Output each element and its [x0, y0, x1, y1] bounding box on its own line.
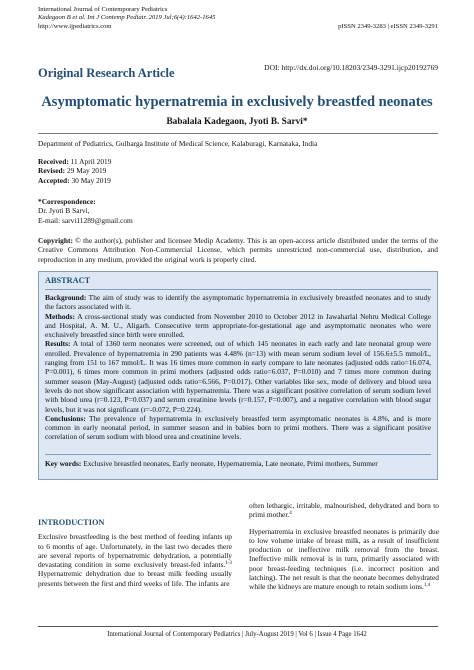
revised-label: Revised: [38, 166, 66, 176]
citation-1-4[interactable]: 1,4 [423, 583, 431, 589]
article-dates [38, 157, 111, 185]
abstract-heading: ABSTRACT [45, 276, 91, 285]
accepted-label: Accepted: [38, 175, 70, 185]
copyright-label: Copyright: [38, 236, 73, 245]
revised-date: 29 May 2019 [65, 166, 107, 176]
affiliation: Department of Pediatrics, Gulbarga Institute of Medical Science, Kalaburagi, Karnataka, India [38, 139, 318, 148]
results-label: Results: [45, 339, 71, 349]
keywords [45, 459, 431, 468]
received-date: 11 April 2019 [68, 157, 112, 166]
intro-r2-text: Hypernatremia in exclusive breastfed neonates is primarily due to low volume intake of breast milk, as a result of insufficient production or ineffective milk removal from the breast. Ineffective milk removal is in turn, primarily associated with poor breast-feeding techniques (i.e. incorrect position and latching). The net result is that the neonate becomes dehydrated while the kidneys are mature enough to retain sodium ions. [249, 526, 439, 592]
abstract-body [45, 293, 431, 442]
footer-divider [38, 626, 438, 627]
divider [38, 133, 438, 134]
introduction-left-column [38, 518, 232, 588]
correspondence-name: Dr. Jyoti B Sarvi, [38, 206, 90, 216]
abstract-methods [45, 312, 431, 340]
background-text: The aim of study was to identify the asymptomatic hypernatremia in exclusively breastfed neonates and to study the factors associated with it. [45, 293, 431, 312]
section-type: Original Research Article [38, 66, 175, 80]
intro-p1b-text: Hypernatremic dehydration due to breast milk feeding usually presents between the first and third weeks of life. The infants are [38, 569, 232, 588]
conclusions-text: The prevalence of hypernatremia in exclusively breastfed term asymptomatic neonates is 4.8%, and is more common in early neonatal period, in summer season and in babies born to primi mothers. There was a significant positive correlation of serum sodium with blood urea and creatinine levels. [45, 413, 431, 442]
introduction-heading: INTRODUCTION [38, 518, 105, 527]
methods-text: A cross-sectional study was conducted from November 2010 to October 2012 in Jawaharlal Nehru Medical College and Hospital, A. M. U., Aligarh. Consecutive term appropriate-for-gestational age and asymptomatic neonates who were exclusively breastfed since birth were enrolled. [45, 311, 431, 340]
correspondence-label: *Correspondence: [38, 197, 96, 206]
abstract-divider [45, 289, 431, 290]
abstract-box [38, 271, 438, 480]
article-title: Asymptomatic hypernatremia in exclusively breastfed neonates [41, 94, 433, 110]
journal-url[interactable]: http://www.ijpediatrics.com [38, 22, 112, 30]
background-label: Background: [45, 293, 87, 302]
abstract-background [45, 293, 431, 312]
intro-r1-text: often lethargic, irritable, malnourished, dehydrated and born to primi mother. [249, 501, 439, 520]
introduction-right-column [249, 501, 439, 592]
abstract-conclusions [45, 414, 431, 442]
issn: pISSN 2349-3283 | eISSN 2349-3291 [338, 23, 438, 30]
accepted-date: 30 May 2019 [69, 175, 111, 185]
intro-paragraph-3 [249, 527, 439, 592]
copyright-text: © the author(s), publisher and licensee Medip Academy. This is an open-access article distributed under the terms of the Creative Commons Attribution Non-Commercial License, which permits unrestricted non-commercial use, distribution, and reproduction in any medium, provided the original work is properly cited. [38, 236, 438, 264]
doi-link[interactable]: DOI: http://dx.doi.org/10.18203/2349-3291.ijcp20192769 [264, 63, 438, 72]
journal-citation: Kadegaon B et al. Int J Contemp Pediatr. 2019 Jul;6(4):1642-1645 [38, 14, 216, 22]
intro-paragraph-2 [249, 501, 439, 520]
abstract-results [45, 339, 431, 413]
keywords-text: Exclusive breastfed neonates, Early neonate, Hypernatremia, Late neonate, Primi mothers, Summer [81, 459, 378, 468]
intro-p1-text: Exclusive breastfeeding is the best method of feeding infants up to 6 months of age. Unfortunately, in the last two decades there are several reports of hypernatremic dehydration, a potentially devastating condition in some exclusively breast-fed infants. [38, 532, 232, 570]
methods-label: Methods: [45, 311, 75, 321]
authors: Babalala Kadegaon, Jyoti B. Sarvi* [166, 117, 308, 127]
journal-header [38, 6, 215, 31]
page-footer: International Journal of Contemporary Pediatrics | July-August 2019 | Vol 6 | Issue 4 Page 1642 [107, 631, 367, 638]
paragraph-gap [249, 520, 439, 527]
correspondence [38, 197, 133, 225]
journal-name: International Journal of Contemporary Pediatrics [38, 6, 168, 13]
copyright-notice [38, 236, 438, 264]
results-text: A total of 1360 term neonates were screened, out of which 145 neonates in each early and late neonatal group were enrolled. Prevalence of hypernatremia in 290 patients was 4.48% (n=13) with mean serum sodium level of 156.6±5.5 mmol/L, ranging from 151 to 167 mmol/L. It was 16 times more common in early compare to late neonates (adjusted odds ratio=16.074, P=0.001), 6 times more common in primi mothers (adjusted odds ratio=6.037, P=0.010) and 7 times more common during summer season (May-August) (adjusted odds ratio=6.566, P=0.017). Other variables like sex, mode of delivery and blood urea levels do not show significant association with hypernatremia. There was a significant positive correlation of serum sodium level with blood urea (r=0.123, P=0.037) and serum creatinine levels (r=0.157, P=0.007), and a negative correlation with blood sugar levels, but it was not significant (r=-0.072, P=0.224). [45, 339, 431, 414]
correspondence-email[interactable]: E-mail: sarvi11289@gmail.com [38, 215, 133, 225]
citation-4[interactable]: 4 [289, 511, 292, 517]
citation-1-3[interactable]: 1-3 [225, 561, 232, 567]
intro-paragraph-1 [38, 532, 232, 588]
keywords-divider [45, 454, 431, 455]
keywords-label: Key words: [45, 459, 82, 468]
received-label: Received: [38, 157, 69, 166]
conclusions-label: Conclusions: [45, 413, 86, 423]
